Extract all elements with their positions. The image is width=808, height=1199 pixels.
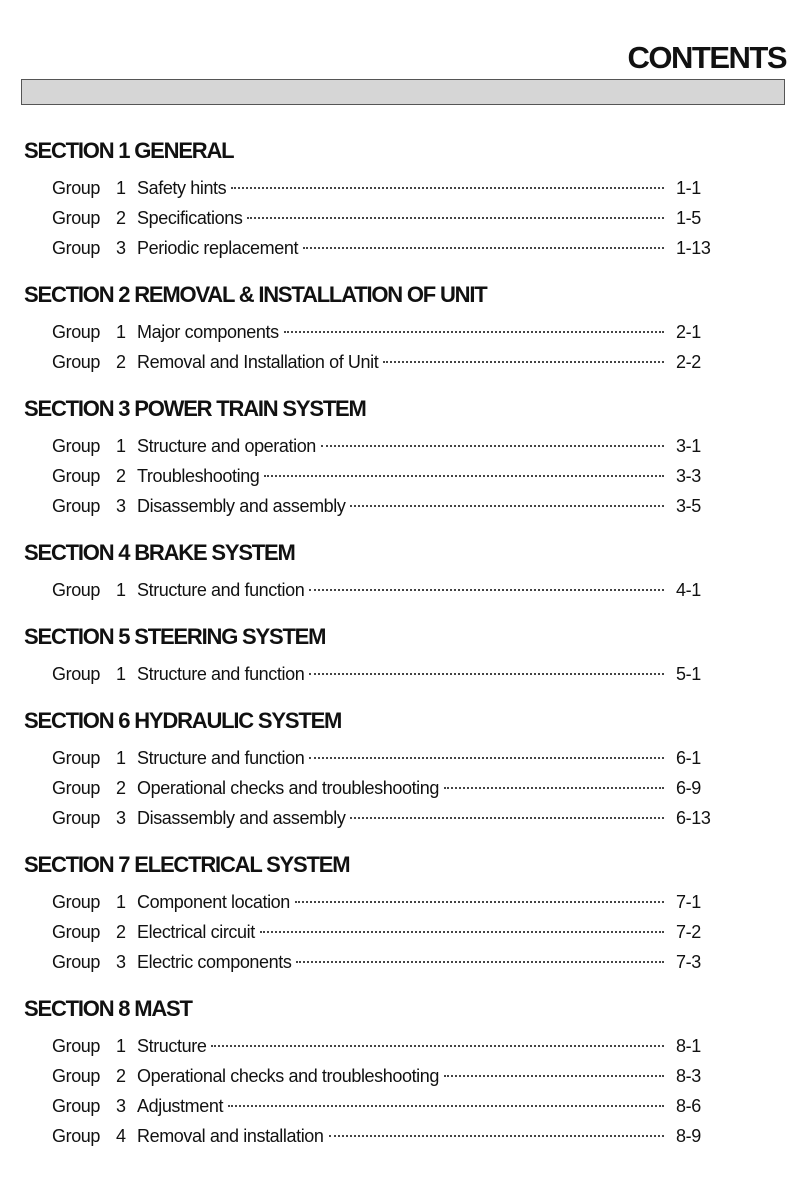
toc-section xyxy=(0,392,808,521)
dot-leader xyxy=(444,787,664,789)
entry-title: Disassembly and assembly xyxy=(137,496,346,516)
page-reference: 1-1 xyxy=(676,178,701,198)
dot-leader xyxy=(329,1135,664,1137)
group-number: 1 xyxy=(116,322,126,342)
entry-title: Safety hints xyxy=(137,178,227,198)
dot-leader xyxy=(228,1105,664,1107)
toc-entry[interactable] xyxy=(0,347,714,377)
section-heading: SECTION 1 GENERAL xyxy=(24,138,234,163)
toc-entry[interactable] xyxy=(0,431,714,461)
entry-title: Troubleshooting xyxy=(137,466,260,486)
page-reference: 3-1 xyxy=(676,436,701,456)
group-label: Group xyxy=(52,496,101,516)
page-reference: 7-2 xyxy=(676,922,701,942)
group-number: 3 xyxy=(116,238,126,258)
toc-entry[interactable] xyxy=(0,173,714,203)
entry-title: Operational checks and troubleshooting xyxy=(137,778,440,798)
group-label: Group xyxy=(52,208,101,228)
page-reference: 7-3 xyxy=(676,952,701,972)
entry-title: Removal and Installation of Unit xyxy=(137,352,379,372)
toc-entry[interactable] xyxy=(0,773,714,803)
entry-title: Periodic replacement xyxy=(137,238,299,258)
group-number: 2 xyxy=(116,922,126,942)
page-reference: 1-13 xyxy=(676,238,711,258)
page-reference: 5-1 xyxy=(676,664,701,684)
entry-title: Structure and function xyxy=(137,748,305,768)
group-label: Group xyxy=(52,178,101,198)
group-label: Group xyxy=(52,436,101,456)
page-reference: 8-6 xyxy=(676,1096,701,1116)
dot-leader xyxy=(309,673,664,675)
toc-section xyxy=(0,848,808,977)
group-label: Group xyxy=(52,322,101,342)
dot-leader xyxy=(295,901,664,903)
page-reference: 2-2 xyxy=(676,352,701,372)
table-of-contents xyxy=(0,134,808,1166)
toc-entry[interactable] xyxy=(0,233,714,263)
entry-title: Removal and installation xyxy=(137,1126,324,1146)
group-label: Group xyxy=(52,778,101,798)
group-number: 1 xyxy=(116,664,126,684)
entry-title: Structure and function xyxy=(137,664,305,684)
entry-title: Structure and function xyxy=(137,580,305,600)
group-number: 2 xyxy=(116,778,126,798)
group-number: 3 xyxy=(116,496,126,516)
group-number: 1 xyxy=(116,892,126,912)
group-label: Group xyxy=(52,1096,101,1116)
toc-section xyxy=(0,704,808,833)
group-label: Group xyxy=(52,1066,101,1086)
dot-leader xyxy=(264,475,664,477)
group-number: 2 xyxy=(116,208,126,228)
section-heading: SECTION 3 POWER TRAIN SYSTEM xyxy=(24,396,366,421)
toc-entry[interactable] xyxy=(0,491,714,521)
group-label: Group xyxy=(52,1036,101,1056)
dot-leader xyxy=(350,505,664,507)
toc-entry[interactable] xyxy=(0,317,714,347)
dot-leader xyxy=(309,757,664,759)
dot-leader xyxy=(296,961,664,963)
toc-entry[interactable] xyxy=(0,1121,714,1151)
group-label: Group xyxy=(52,352,101,372)
group-label: Group xyxy=(52,664,101,684)
dot-leader xyxy=(247,217,664,219)
page-reference: 8-3 xyxy=(676,1066,701,1086)
toc-section xyxy=(0,134,808,263)
toc-entry[interactable] xyxy=(0,947,714,977)
page-reference: 4-1 xyxy=(676,580,701,600)
dot-leader xyxy=(309,589,664,591)
page-title: CONTENTS xyxy=(627,40,786,75)
group-label: Group xyxy=(52,580,101,600)
group-number: 1 xyxy=(116,580,126,600)
page-reference: 1-5 xyxy=(676,208,701,228)
entry-title: Structure and operation xyxy=(137,436,316,456)
entry-title: Disassembly and assembly xyxy=(137,808,346,828)
toc-entry[interactable] xyxy=(0,803,714,833)
dot-leader xyxy=(303,247,664,249)
page-reference: 6-9 xyxy=(676,778,701,798)
entry-title: Specifications xyxy=(137,208,243,228)
toc-entry[interactable] xyxy=(0,461,714,491)
section-heading: SECTION 2 REMOVAL & INSTALLATION OF UNIT xyxy=(24,282,487,307)
dot-leader xyxy=(284,331,664,333)
toc-entry[interactable] xyxy=(0,1031,714,1061)
toc-entry[interactable] xyxy=(0,659,714,689)
group-number: 1 xyxy=(116,178,126,198)
group-number: 3 xyxy=(116,1096,126,1116)
toc-entry[interactable] xyxy=(0,917,714,947)
section-heading: SECTION 5 STEERING SYSTEM xyxy=(24,624,326,649)
entry-title: Operational checks and troubleshooting xyxy=(137,1066,440,1086)
page-reference: 8-1 xyxy=(676,1036,701,1056)
group-number: 1 xyxy=(116,748,126,768)
page-reference: 3-5 xyxy=(676,496,701,516)
section-heading: SECTION 8 MAST xyxy=(24,996,192,1021)
toc-entry[interactable] xyxy=(0,1091,714,1121)
toc-section xyxy=(0,278,808,377)
group-label: Group xyxy=(52,808,101,828)
group-label: Group xyxy=(52,922,101,942)
page-reference: 7-1 xyxy=(676,892,701,912)
entry-title: Structure xyxy=(137,1036,207,1056)
group-label: Group xyxy=(52,748,101,768)
section-heading: SECTION 6 HYDRAULIC SYSTEM xyxy=(24,708,342,733)
page-reference: 6-1 xyxy=(676,748,701,768)
dot-leader xyxy=(350,817,664,819)
group-number: 2 xyxy=(116,352,126,372)
page-reference: 2-1 xyxy=(676,322,701,342)
toc-entry[interactable] xyxy=(0,575,714,605)
toc-section xyxy=(0,620,808,689)
toc-entry[interactable] xyxy=(0,1061,714,1091)
group-number: 1 xyxy=(116,1036,126,1056)
section-heading: SECTION 7 ELECTRICAL SYSTEM xyxy=(24,852,350,877)
group-label: Group xyxy=(52,952,101,972)
group-label: Group xyxy=(52,1126,101,1146)
group-number: 3 xyxy=(116,808,126,828)
dot-leader xyxy=(444,1075,664,1077)
group-number: 3 xyxy=(116,952,126,972)
title-bar-divider xyxy=(21,79,785,105)
page-reference: 6-13 xyxy=(676,808,711,828)
dot-leader xyxy=(321,445,664,447)
group-number: 2 xyxy=(116,1066,126,1086)
toc-section xyxy=(0,992,808,1151)
toc-entry[interactable] xyxy=(0,743,714,773)
dot-leader xyxy=(383,361,664,363)
entry-title: Major components xyxy=(137,322,279,342)
page-reference: 8-9 xyxy=(676,1126,701,1146)
toc-entry[interactable] xyxy=(0,887,714,917)
group-label: Group xyxy=(52,466,101,486)
group-number: 1 xyxy=(116,436,126,456)
page-reference: 3-3 xyxy=(676,466,701,486)
toc-entry[interactable] xyxy=(0,203,714,233)
group-number: 4 xyxy=(116,1126,126,1146)
entry-title: Component location xyxy=(137,892,290,912)
group-label: Group xyxy=(52,238,101,258)
dot-leader xyxy=(211,1045,664,1047)
group-label: Group xyxy=(52,892,101,912)
entry-title: Electrical circuit xyxy=(137,922,255,942)
entry-title: Electric components xyxy=(137,952,292,972)
section-heading: SECTION 4 BRAKE SYSTEM xyxy=(24,540,295,565)
entry-title: Adjustment xyxy=(137,1096,224,1116)
dot-leader xyxy=(260,931,664,933)
dot-leader xyxy=(231,187,664,189)
group-number: 2 xyxy=(116,466,126,486)
toc-section xyxy=(0,536,808,605)
